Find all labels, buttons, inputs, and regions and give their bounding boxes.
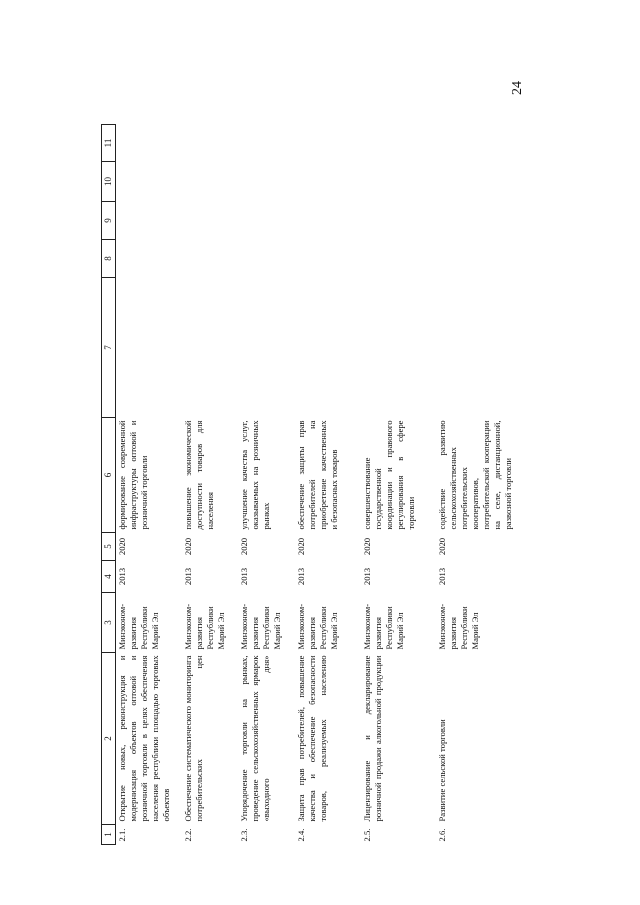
end-year: 2020 [117, 537, 127, 556]
table-row [116, 125, 182, 845]
column-header: 6 [102, 418, 116, 533]
executor: Минэконом-развития Республики Марий Эл [117, 603, 160, 650]
expected-result: формирование современной инфраструктуры оптовой и розничной торговли [117, 420, 149, 530]
expected-result: содействие развитию сельскохозяйственных потребительских кооперативов, потребительской кооперации на селе, дистанционной, развозной торговли [436, 420, 513, 530]
program-measures-table [101, 124, 526, 845]
column-header: 4 [102, 561, 116, 593]
end-year: 2020 [295, 537, 306, 556]
expected-result: повышение экономической доступности товаров для населения [182, 420, 215, 530]
rotated-page-content [101, 125, 521, 845]
column-header: 9 [102, 202, 116, 240]
column-header: 1 [102, 825, 116, 845]
row-number: 2.3. [238, 828, 249, 842]
end-year: 2020 [361, 537, 372, 556]
end-year: 2020 [238, 537, 249, 556]
expected-result: улучшение качества услуг, оказываемых на розничных рынках [238, 420, 271, 530]
column-header: 2 [102, 653, 116, 825]
row-number: 2.4. [295, 828, 306, 842]
column-number-header-row [102, 125, 116, 845]
page-number: 24 [510, 81, 525, 95]
executor: Минэконом-развития Республики Марий Эл [182, 603, 226, 650]
measure-name: Защита прав потребителей, повышение качества и обеспечение безопасности товаров, реализуемых населению [295, 655, 328, 822]
start-year: 2013 [117, 567, 127, 586]
row-number: 2.1. [117, 828, 127, 842]
executor: Минэконом-развития Республики Марий Эл [361, 603, 405, 650]
expected-result: обеспечение защиты прав потребителей на приобретение качественных и безопасных товаров [295, 420, 339, 530]
end-year: 2020 [182, 537, 193, 556]
measure-name: Упорядочение торговли на рынках, проведение сельскохозяйственных ярмарок «выходного дня» [238, 655, 271, 822]
start-year: 2013 [436, 567, 447, 586]
column-header: 7 [102, 278, 116, 418]
start-year: 2013 [361, 567, 372, 586]
measure-name: Открытие новых, реконструкция и модернизация объектов оптовой и розничной торговли в целях обеспечения населения республики площадью торговых объектов [117, 655, 171, 822]
measure-name: Развитие сельской торговли [436, 719, 447, 822]
table-row [238, 125, 295, 845]
end-year: 2020 [436, 537, 447, 556]
measure-name: Обеспечение систематического мониторинга потребительских цен [182, 655, 204, 822]
executor: Минэконом-развития Республики Марий Эл [238, 603, 282, 650]
start-year: 2013 [238, 567, 249, 586]
start-year: 2013 [182, 567, 193, 586]
executor: Минэконом-развития Республики Марий Эл [295, 603, 339, 650]
expected-result: совершенствование государственной координации и правового регулирования в сфере торговли [361, 420, 416, 530]
table-row [436, 125, 526, 845]
table-row [295, 125, 361, 845]
row-number: 2.6. [436, 828, 447, 842]
measure-name: Лицензирование и декларирование розничной продажи алкогольной продукции [361, 655, 383, 822]
column-header: 11 [102, 125, 116, 162]
table-row [182, 125, 238, 845]
executor: Минэконом-развития Республики Марий Эл [436, 603, 480, 650]
row-number: 2.5. [361, 828, 372, 842]
row-number: 2.2. [182, 828, 193, 842]
column-header: 3 [102, 593, 116, 653]
start-year: 2013 [295, 567, 306, 586]
table-row [361, 125, 436, 845]
column-header: 8 [102, 240, 116, 278]
column-header: 5 [102, 533, 116, 561]
column-header: 10 [102, 162, 116, 202]
